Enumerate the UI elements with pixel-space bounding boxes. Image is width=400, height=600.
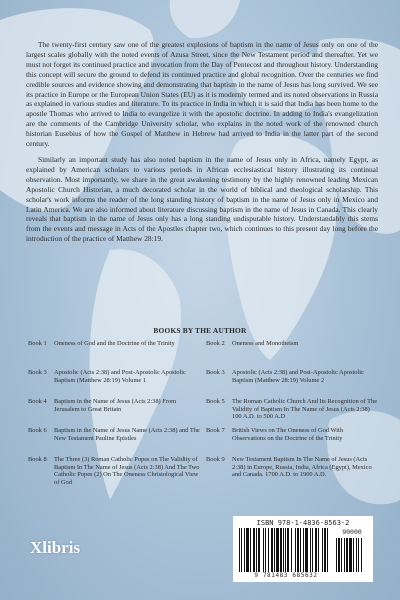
- books-by-author-heading: BOOKS BY THE AUTHOR: [153, 326, 247, 335]
- back-cover-blurb: [26, 40, 378, 250]
- book-title: New Testament Baptism In The Name of Jesus (Acts 2:38) in Europe, Russia, India, Africa (Egypt), Mexico and Canada. 1700 A.D. to 1900 A.D.: [232, 456, 372, 479]
- book-number: Book 6: [28, 427, 47, 434]
- barcode-bar: [297, 528, 299, 572]
- book-number: Book 3: [28, 369, 47, 376]
- price-addon-text: 90000: [342, 528, 362, 536]
- publisher-logo: Xlibris: [30, 538, 81, 557]
- barcode-bar: [280, 528, 282, 572]
- barcode-bar: [356, 538, 357, 572]
- barcode-bar: [283, 528, 284, 572]
- barcode-bar: [312, 528, 313, 572]
- book-entry: [206, 369, 378, 394]
- book-entry: [206, 340, 378, 365]
- barcode-bar: [250, 528, 251, 572]
- barcode-bar: [353, 538, 354, 572]
- ean-barcode-bars: [239, 528, 331, 572]
- book-title: The Roman Catholic Church And Its Recognition of The Validity of Baptism In The Name of Jesus (Acts 2:38) 100 A.D. to 500 A.D: [232, 398, 378, 421]
- book-number: Book 4: [28, 398, 47, 405]
- book-entry: [28, 340, 200, 365]
- book-entry: [28, 427, 200, 452]
- barcode-bar: [315, 528, 317, 572]
- barcode-bar: [274, 528, 275, 572]
- barcode-bar: [361, 538, 362, 572]
- blurb-paragraph-2: Similarly an important study has also noted baptism in the name of Jesus only in Africa, namely Egypt, as explained by American scholars to various periods in African ecclesiastical history illustrating its continual observation. Most importantly, we share in the great awakening testimony by the highly renowned leading Mexican Apostolic Church Historian, a much decorated scholar in the world of biblical and theological scholarship. This scholar's work informs the reader of the long standing history of baptism in the name of Jesus only in Mexico and Latin America. We are also informed about literature discussing baptism in the name of Jesus in Canada. This clearly reveals that baptism in the name of Jesus only has a long standing undisputable history. Understandably this stems from the events and message in Acts of the Apostles chapter two, which continues to this present day long before the introduction of the practice of Matthew 28:19.: [26, 154, 378, 244]
- barcode-bar: [338, 538, 340, 572]
- book-title: British Views on The Oneness of God With Observations on the Doctrine of the Trinity: [232, 427, 344, 442]
- book-number: Book 1: [28, 340, 47, 347]
- book-number: Book 5: [206, 398, 225, 405]
- barcode-bar: [291, 528, 292, 572]
- barcode-bar: [287, 528, 289, 572]
- barcode-bar: [276, 528, 279, 572]
- book-title: Baptism in the Name of Jesus Name (Acts 2:38) and The New Testament Pauline Epistles: [54, 427, 200, 442]
- book-entry: [28, 456, 200, 486]
- book-entry: [206, 456, 378, 486]
- barcode-bar: [300, 528, 301, 572]
- barcode-bar: [344, 538, 345, 572]
- barcode-bar: [268, 528, 269, 572]
- barcode-bar: [256, 528, 257, 572]
- barcode-bar: [246, 528, 249, 572]
- book-number: Book 3: [206, 369, 225, 376]
- book-title: The Three (3) Roman Catholic Popes on The Validity of Baptism In The Name of Jesus (Acts 2:38) And The Two Catholic Popes (2) On The Oneness Christological View of God: [54, 456, 200, 486]
- barcode-bar: [244, 528, 245, 572]
- book-title: Apostolic (Acts 2:38) and Post-Apostolic Apostolic Baptism (Matthew 28:19) Volume 1: [54, 369, 186, 384]
- book-number: Book 8: [28, 456, 47, 463]
- book-entry: [206, 398, 378, 423]
- isbn-text: ISBN 978-1-4836-8563-2: [256, 519, 350, 527]
- barcode-bar: [341, 538, 342, 572]
- blurb-paragraph-1: The twenty-first century saw one of the greatest explosions of baptism in the name of Jesus only on one of the largest scales globally with the noted events of Azusa Street, since the New Testament period and thereafter. Yet we must not forget its continued practice and invocation from the Day of Pentecost and throughout history. Understanding this concept will secure the ground to defend its continued practice and global recognition. Over the centuries we find credible sources and evidence showing and demonstrating that baptism in the name of Jesus has long survived. We see its practice in Europe or the European Union States (EU) as it is modernly termed and its noted observations in Russia as explained in various studies and literature. To its practice in India in which it is said that India has been home to the apostle Thomas who arrived to India to evangelize it with the apostolic doctrine. In adding to India's evangelization are the comments of the Cambridge University scholar, who explains in the noted work of the renowned church historian Eusebius of how the Gospel of Matthew in Hebrew had arrived to India in the latter part of the second century.: [26, 40, 378, 149]
- barcode-bar: [285, 528, 286, 572]
- barcode-bar: [303, 528, 304, 572]
- barcode-bar: [263, 528, 264, 572]
- barcode-bar: [295, 528, 296, 572]
- barcode-bar: [258, 528, 260, 572]
- barcode-bar: [324, 528, 326, 572]
- barcode-bar: [239, 528, 240, 572]
- book-number: Book 7: [206, 427, 225, 434]
- barcode-bar: [271, 528, 273, 572]
- barcode-bar: [318, 528, 319, 572]
- addon-barcode-bars: [336, 538, 368, 572]
- book-number: Book 2: [206, 340, 225, 347]
- barcode-bar: [336, 538, 337, 572]
- barcode-panel: [233, 516, 373, 582]
- barcode-bar: [310, 528, 311, 572]
- barcode-bar: [265, 528, 266, 572]
- barcode-bar: [241, 528, 242, 572]
- book-entry: [206, 427, 378, 452]
- barcode-bar: [346, 538, 348, 572]
- book-number: Book 9: [206, 456, 225, 463]
- ean-digits: 9 781483 685632: [254, 572, 318, 579]
- barcode-bar: [349, 538, 352, 572]
- continent-greenland: [170, 0, 240, 38]
- book-title: Oneness and Monotheism: [232, 340, 299, 347]
- book-entry: [28, 398, 200, 423]
- book-entry: [28, 369, 200, 394]
- books-list: [28, 340, 378, 486]
- barcode-bar: [253, 528, 255, 572]
- barcode-bar: [327, 528, 328, 572]
- barcode-bar: [358, 538, 359, 572]
- barcode-bar: [305, 528, 308, 572]
- book-title: Apostolic (Acts 2:38) and Post-Apostolic Apostolic Baptism (Matthew 28:19) Volume 2: [232, 369, 364, 384]
- book-title: Oneness of God and the Doctrine of the Trinity: [54, 340, 175, 347]
- barcode-bar: [322, 528, 323, 572]
- book-title: Baptism in the Name of Jesus (Acts 2:38) From Jerusalem to Great Britain: [54, 398, 177, 413]
